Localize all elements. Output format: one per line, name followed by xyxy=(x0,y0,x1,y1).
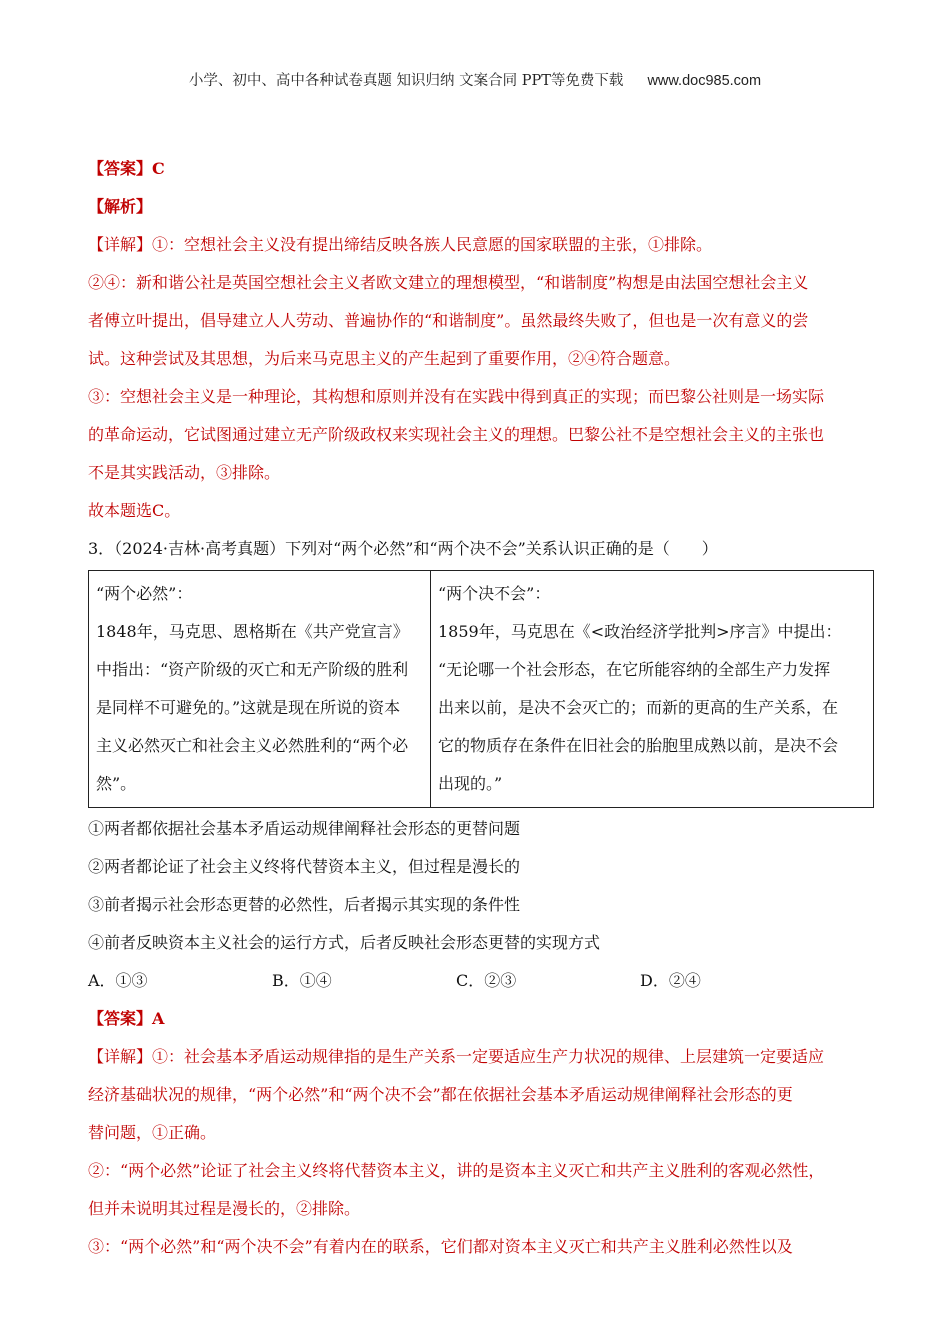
comparison-table xyxy=(88,570,874,808)
q2-detail-line: 【详解】①：空想社会主义没有提出缔结反映各族人民意愿的国家联盟的主张，①排除。 xyxy=(88,235,713,254)
cell-line: 然”。 xyxy=(96,774,137,793)
cell-line: 主义必然灭亡和社会主义必然胜利的“两个必 xyxy=(96,736,409,755)
q3-detail-line: 【详解】①：社会基本矛盾运动规律指的是生产关系一定要适应生产力状况的规律、上层建筑一定要适应 xyxy=(88,1047,825,1066)
q3-answer: 【答案】A xyxy=(88,1009,165,1028)
option-d: D．②④ xyxy=(640,971,701,990)
option-a: A．①③ xyxy=(88,971,148,990)
cell-line: 出现的。” xyxy=(438,774,503,793)
header-text: 小学、初中、高中各种试卷真题 知识归纳 文案合同 PPT等免费下载 xyxy=(188,73,624,89)
q3-statement: ②两者都论证了社会主义终将代替资本主义，但过程是漫长的 xyxy=(88,857,521,876)
q3-detail-line: 经济基础状况的规律，“两个必然”和“两个决不会”都在依据社会基本矛盾运动规律阐释社会形态的更 xyxy=(88,1085,793,1104)
q2-detail-line: ③：空想社会主义是一种理论，其构想和原则并没有在实践中得到真正的实现；而巴黎公社则是一场实际 xyxy=(88,387,825,406)
q2-detail-line: 者傅立叶提出，倡导建立人人劳动、普遍协作的“和谐制度”。虽然最终失败了，但也是一次有意义的尝 xyxy=(88,311,809,330)
cell-line: 它的物质存在条件在旧社会的胎胞里成熟以前，是决不会 xyxy=(438,736,839,755)
q2-detail-line: 试。这种尝试及其思想，为后来马克思主义的产生起到了重要作用，②④符合题意。 xyxy=(88,349,681,368)
q3-options xyxy=(88,962,874,1000)
q3-detail-line: 但并未说明其过程是漫长的，②排除。 xyxy=(88,1199,361,1218)
cell-line: 1848年，马克思、恩格斯在《共产党宣言》 xyxy=(96,622,409,641)
cell-line: “两个决不会”： xyxy=(438,584,551,603)
option-b: B．①④ xyxy=(272,971,332,990)
cell-line: “无论哪一个社会形态，在它所能容纳的全部生产力发挥 xyxy=(438,660,831,679)
q2-detail-line: 不是其实践活动，③排除。 xyxy=(88,463,281,482)
header-site-link[interactable]: www.doc985.com xyxy=(647,73,762,89)
q2-conclusion: 故本题选C。 xyxy=(88,501,181,520)
q3-detail-line: ③：“两个必然”和“两个决不会”有着内在的联系，它们都对资本主义灭亡和共产主义胜利必然性以及 xyxy=(88,1237,793,1256)
cell-line: “两个必然”： xyxy=(96,584,193,603)
q3-statement: ③前者揭示社会形态更替的必然性，后者揭示其实现的条件性 xyxy=(88,895,521,914)
page-header xyxy=(0,69,950,90)
q3-detail-line: 替问题，①正确。 xyxy=(88,1123,217,1142)
q3-statement: ④前者反映资本主义社会的运行方式，后者反映社会形态更替的实现方式 xyxy=(88,933,601,952)
cell-line: 1859年，马克思在《<政治经济学批判>序言》中提出： xyxy=(438,622,842,641)
cell-line: 出来以前，是决不会灭亡的；而新的更高的生产关系，在 xyxy=(438,698,839,717)
q2-answer: 【答案】C xyxy=(88,159,165,178)
q3-detail-line: ②：“两个必然”论证了社会主义终将代替资本主义，讲的是资本主义灭亡和共产主义胜利的客观必然性， xyxy=(88,1161,825,1180)
cell-line: 中指出：“资产阶级的灭亡和无产阶级的胜利 xyxy=(96,660,409,679)
q2-detail-line: 的革命运动，它试图通过建立无产阶级政权来实现社会主义的理想。巴黎公社不是空想社会主义的主张也 xyxy=(88,425,825,444)
cell-line: 是同样不可避免的。”这就是现在所说的资本 xyxy=(96,698,401,717)
table-cell-two-inevitables xyxy=(89,571,431,808)
q3-stem: 3．（2024·吉林·高考真题）下列对“两个必然”和“两个决不会”关系认识正确的是（ ） xyxy=(88,539,718,558)
option-c: C．②③ xyxy=(456,971,517,990)
q2-analysis-label: 【解析】 xyxy=(88,197,153,216)
q3-statement: ①两者都依据社会基本矛盾运动规律阐释社会形态的更替问题 xyxy=(88,819,521,838)
q2-detail-line: ②④：新和谐公社是英国空想社会主义者欧文建立的理想模型，“和谐制度”构想是由法国空想社会主义 xyxy=(88,273,809,292)
table-cell-two-nevers xyxy=(431,571,874,808)
document-body xyxy=(88,150,874,1266)
